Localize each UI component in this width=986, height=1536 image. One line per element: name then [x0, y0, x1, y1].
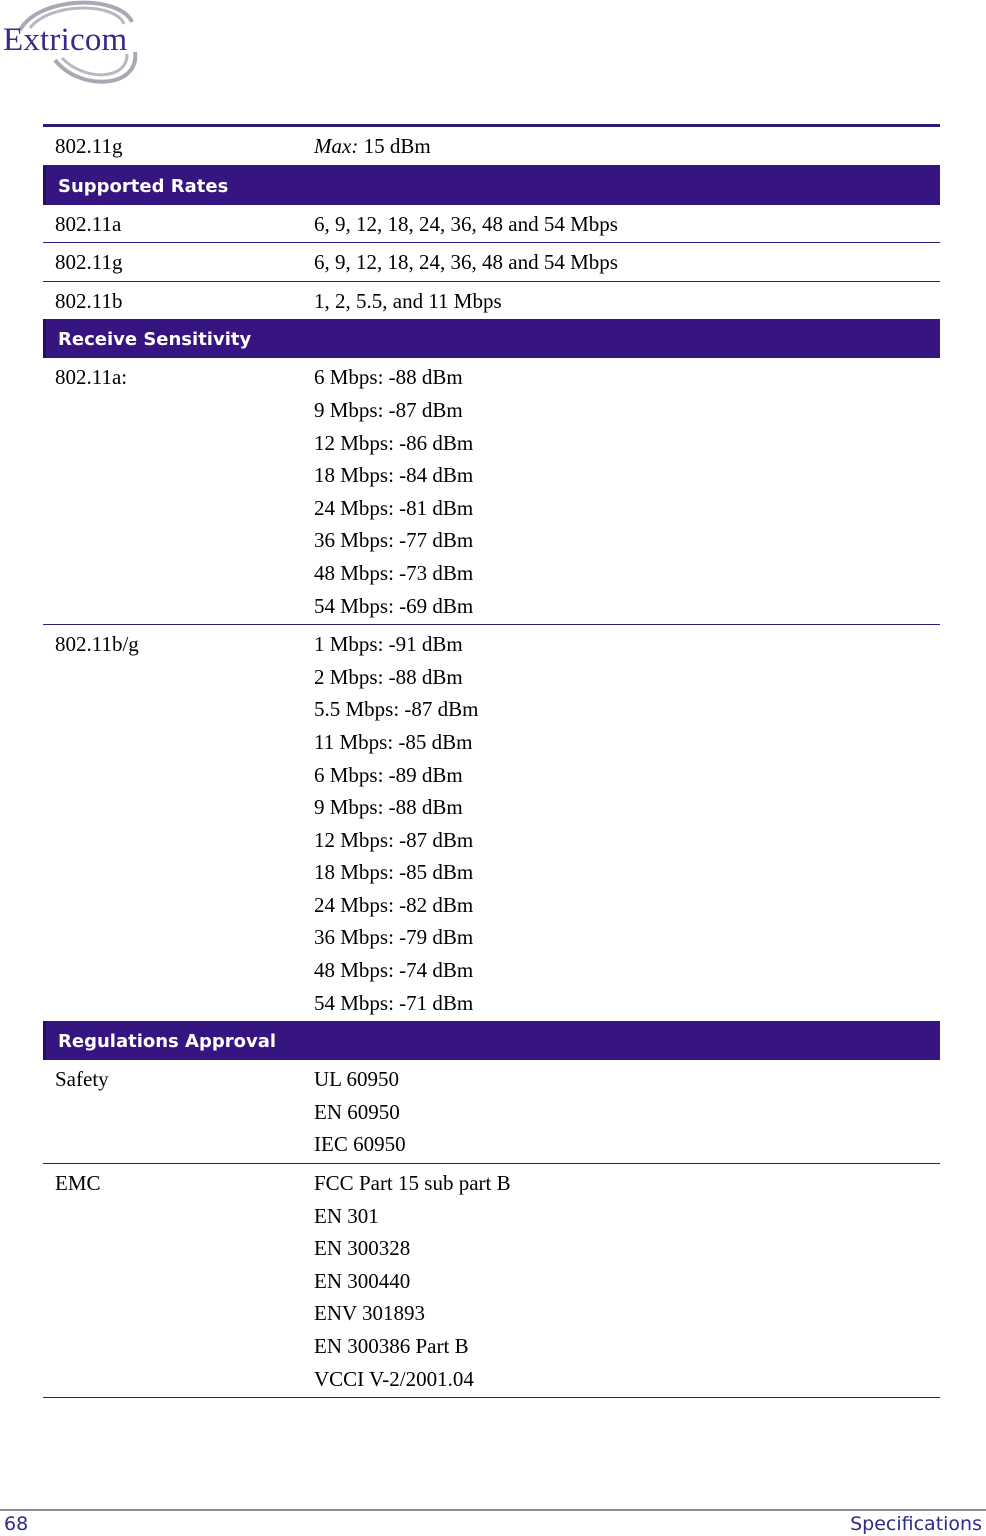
footer-section-title: Specifications: [850, 1513, 982, 1535]
value-line: ENV 301893: [314, 1301, 426, 1326]
value-line: 9 Mbps: -87 dBm: [314, 397, 463, 422]
row-label: 802.11b: [55, 288, 123, 313]
specifications-table: [43, 124, 940, 1398]
row-value: [314, 361, 940, 622]
table-row: [43, 243, 940, 282]
value-line: FCC Part 15 sub part B: [314, 1171, 511, 1196]
footer-rule: [0, 1509, 986, 1511]
value-line: 36 Mbps: -77 dBm: [314, 528, 474, 553]
table-row: [43, 127, 940, 166]
row-value: [314, 1167, 940, 1395]
value-line: VCCI V-2/2001.04: [314, 1366, 474, 1391]
row-label: EMC: [55, 1171, 101, 1196]
value-line: 24 Mbps: -82 dBm: [314, 892, 474, 917]
row-value: [314, 285, 940, 318]
row-label: 802.11b/g: [55, 632, 139, 657]
table-row: [43, 205, 940, 244]
value-line: EN 301: [314, 1203, 379, 1228]
value-line: 18 Mbps: -85 dBm: [314, 860, 474, 885]
section-header: Regulations Approval: [43, 1021, 940, 1060]
value-italic: Max:: [314, 134, 359, 158]
section-header: Supported Rates: [43, 166, 940, 205]
value-line: 48 Mbps: -74 dBm: [314, 958, 474, 983]
row-value: [314, 1063, 940, 1161]
table-row: [43, 358, 940, 625]
value-line: 6, 9, 12, 18, 24, 36, 48 and 54 Mbps: [314, 250, 618, 275]
value-line: UL 60950: [314, 1067, 399, 1092]
value-line: 6 Mbps: -89 dBm: [314, 762, 463, 787]
row-value: [314, 208, 940, 241]
table-row: [43, 625, 940, 1021]
value-line: 48 Mbps: -73 dBm: [314, 560, 474, 585]
value-line: 6 Mbps: -88 dBm: [314, 365, 463, 390]
table-row: [43, 1164, 940, 1398]
value-line: EN 60950: [314, 1099, 400, 1124]
value-line: IEC 60950: [314, 1132, 406, 1157]
value-line: EN 300328: [314, 1236, 411, 1261]
value-line: 18 Mbps: -84 dBm: [314, 463, 474, 488]
value-line: 24 Mbps: -81 dBm: [314, 495, 474, 520]
value-line: 11 Mbps: -85 dBm: [314, 729, 473, 754]
value-line: 2 Mbps: -88 dBm: [314, 664, 463, 689]
value-line: 54 Mbps: -71 dBm: [314, 990, 474, 1015]
value-line: EN 300386 Part B: [314, 1334, 469, 1358]
row-value: [314, 628, 940, 1019]
section-header: Receive Sensitivity: [43, 319, 940, 358]
logo-text: Extricom: [3, 22, 128, 58]
value-line: 12 Mbps: -86 dBm: [314, 430, 474, 455]
extricom-logo: [0, 0, 150, 95]
value-line: 9 Mbps: -88 dBm: [314, 795, 463, 820]
table-row: [43, 1060, 940, 1164]
value-line: 12 Mbps: -87 dBm: [314, 827, 474, 852]
value-line: 54 Mbps: -69 dBm: [314, 593, 474, 618]
value-line: 36 Mbps: -79 dBm: [314, 925, 474, 950]
row-value: [314, 246, 940, 279]
row-label: 802.11a: [55, 211, 122, 236]
value-line: 1, 2, 5.5, and 11 Mbps: [314, 288, 502, 313]
value-line: 5.5 Mbps: -87 dBm: [314, 697, 479, 722]
row-label: 802.11a:: [55, 365, 128, 390]
row-value: [314, 130, 940, 163]
sections-container: [43, 166, 940, 1399]
value-line: 6, 9, 12, 18, 24, 36, 48 and 54 Mbps: [314, 211, 618, 236]
value-line: EN 300440: [314, 1268, 411, 1293]
row-label: 802.11g: [55, 250, 123, 275]
table-row: [43, 282, 940, 320]
value-text: 15 dBm: [358, 134, 431, 158]
row-label: Safety: [55, 1067, 109, 1092]
page-number: 68: [4, 1513, 29, 1535]
row-label: 802.11g: [55, 134, 123, 158]
value-line: 1 Mbps: -91 dBm: [314, 632, 463, 657]
